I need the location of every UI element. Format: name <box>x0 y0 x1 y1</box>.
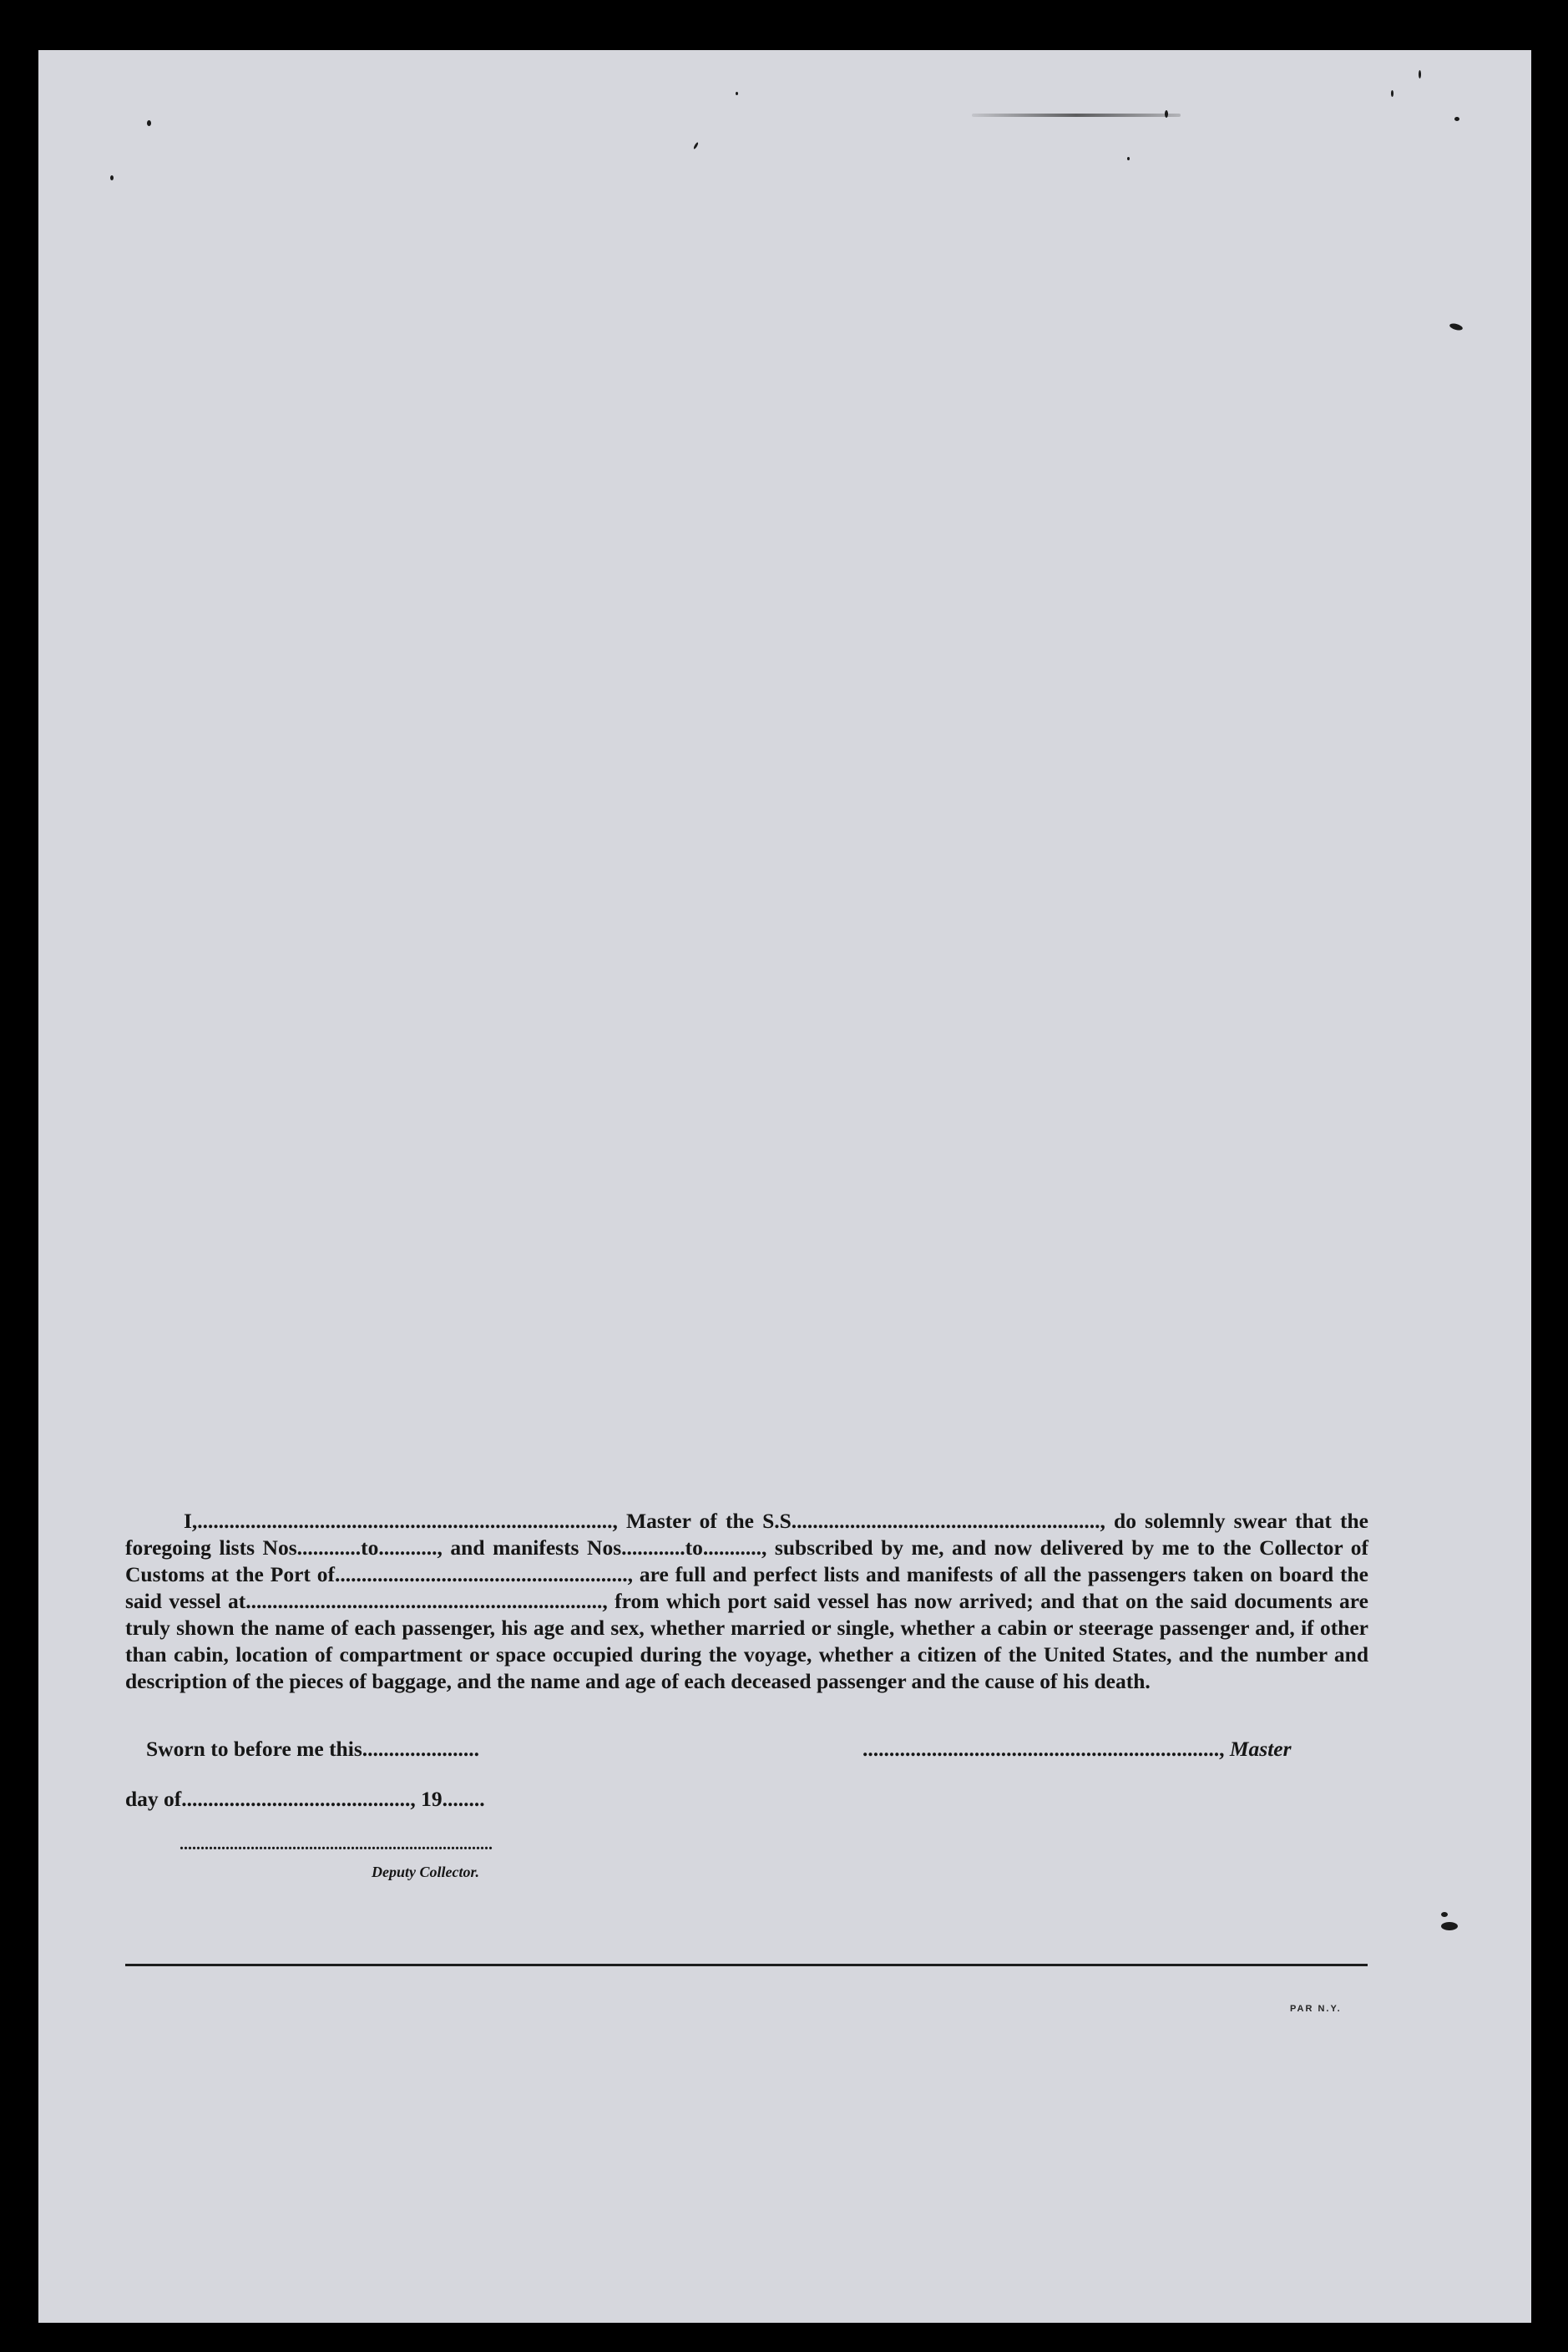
master-label: Master <box>1229 1737 1292 1761</box>
ink-smudge <box>972 114 1181 117</box>
deputy-collector-label: Deputy Collector. <box>372 1864 479 1880</box>
ink-speck <box>1127 157 1130 160</box>
horizontal-rule <box>125 1964 1368 1966</box>
oath-paragraph: I,.............................................................................., Master of the S.S.........................................................., do solemnly swear that the foregoing lists Nos............to..........., and manifests Nos............to..........., subscribed by me, and now delivered by me to the Collector of Customs at the Port of......................................................., are full and perfect lists and manifests of all the passengers taken on board the said vessel at..................................................................., from which port said vessel has now arrived; and that on the said documents are truly shown the name of each passenger, his age and sex, whether married or single, whether a cabin or steerage passenger and, if other than cabin, location of compartment or space occupied during the voyage, whether a citizen of the United States, and the number and description of the pieces of baggage, and the name and age of each deceased passenger and the cause of his death. <box>125 1509 1368 1693</box>
ink-speck <box>1441 1922 1458 1930</box>
ink-speck <box>736 92 738 95</box>
ink-speck <box>110 175 114 180</box>
ink-speck <box>1449 322 1463 331</box>
ink-speck <box>1391 90 1393 97</box>
ink-speck <box>1454 117 1459 121</box>
deputy-signature-dots: ........................................................................... <box>180 1835 493 1854</box>
document-sheet <box>38 50 1531 2323</box>
ink-speck <box>1441 1912 1448 1917</box>
ink-speck <box>1165 110 1168 118</box>
ink-speck <box>1419 70 1421 78</box>
ink-speck <box>693 142 699 149</box>
day-of-line: day of..........................................., 19........ <box>125 1787 485 1811</box>
sworn-line: Sworn to before me this...................... <box>146 1737 479 1761</box>
printer-mark: PAR N.Y. <box>1290 2004 1342 2014</box>
master-dots: ..................................................................., <box>862 1737 1230 1761</box>
master-signature-line <box>862 1737 1292 1762</box>
ink-speck <box>147 120 151 126</box>
